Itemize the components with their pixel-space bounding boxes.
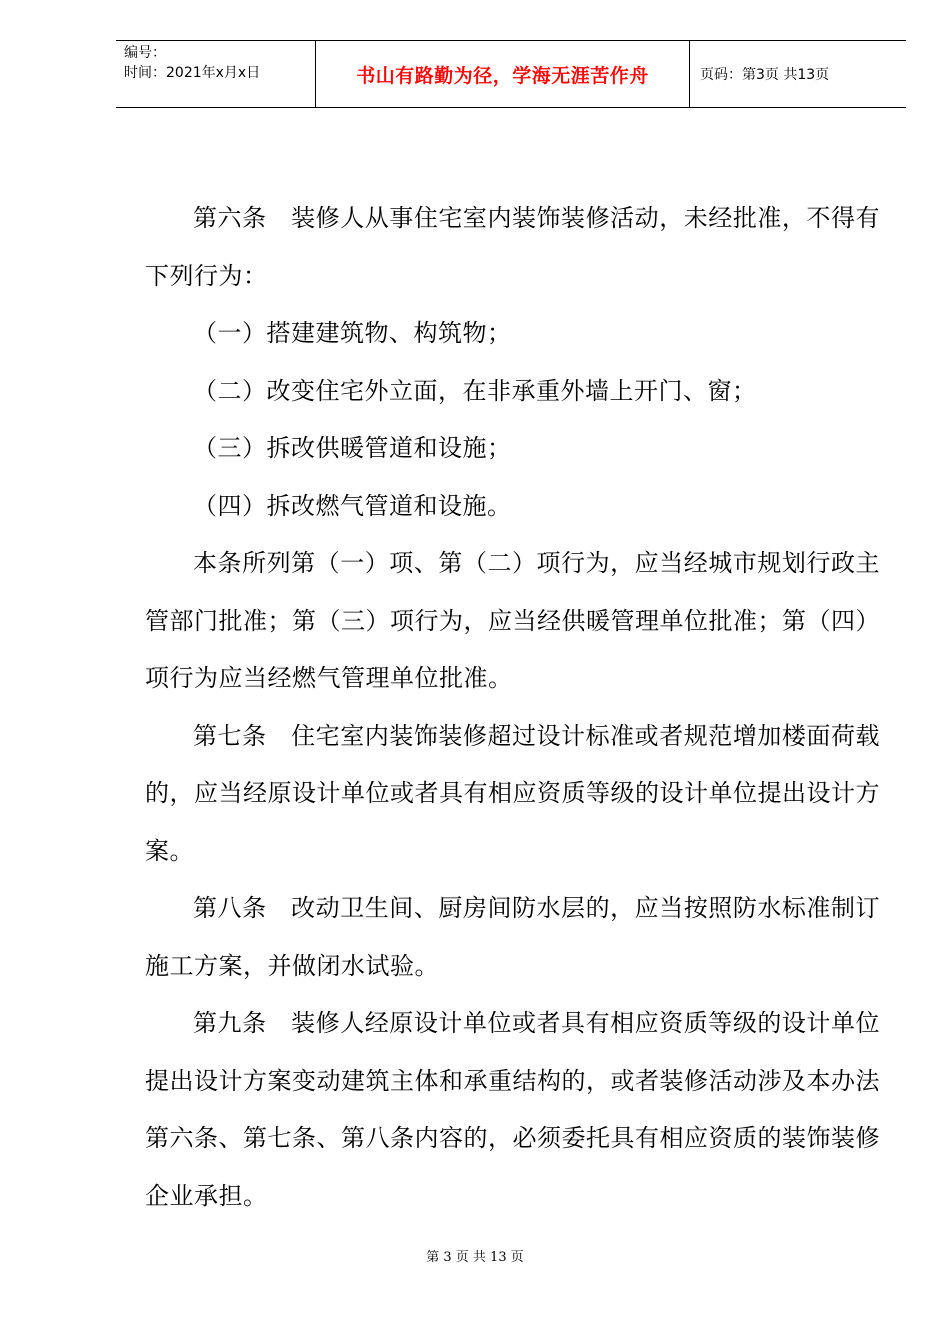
document-number: 编号： bbox=[124, 45, 166, 61]
paragraph-item-3: （三）拆改供暖管道和设施； bbox=[193, 434, 512, 462]
paragraph-item-1: （一）搭建建筑物、构筑物； bbox=[193, 319, 512, 347]
page-footer bbox=[0, 1246, 950, 1265]
header-page-number: 页码：第3页 共13页 bbox=[700, 67, 830, 83]
paragraph-item-2: （二）改变住宅外立面，在非承重外墙上开门、窗； bbox=[193, 376, 757, 405]
header-page-cell bbox=[690, 41, 906, 107]
footer-page-number: 第 3 页 共 13 页 bbox=[426, 1250, 524, 1265]
page-header bbox=[116, 40, 906, 108]
header-meta bbox=[116, 41, 316, 107]
header-motto: 书山有路勤为径，学海无涯苦作舟 bbox=[356, 64, 649, 87]
paragraph-approval-note: 本条所列第（一）项、第（二）项行为，应当经城市规划行政主管部门批准；第（三）项行为，应当经供暖管理单位批准；第（四）项行为应当经燃气管理单位批准。 bbox=[145, 549, 880, 692]
paragraph-article-8: 第八条 改动卫生间、厨房间防水层的，应当按照防水标准制订施工方案，并做闭水试验。 bbox=[145, 894, 880, 980]
paragraph-article-6: 第六条 装修人从事住宅室内装饰装修活动，未经批准，不得有下列行为： bbox=[145, 204, 880, 290]
document-body bbox=[145, 190, 880, 1225]
document-date: 时间：2021年x月x日 bbox=[124, 65, 261, 81]
paragraph-article-9: 第九条 装修人经原设计单位或者具有相应资质等级的设计单位提出设计方案变动建筑主体和承重结构的，或者装修活动涉及本办法第六条、第七条、第八条内容的，必须委托具有相应资质的装饰装修企业承担。 bbox=[145, 1009, 880, 1210]
header-motto-cell bbox=[316, 41, 690, 107]
paragraph-article-7: 第七条 住宅室内装饰装修超过设计标准或者规范增加楼面荷载的，应当经原设计单位或者具有相应资质等级的设计单位提出设计方案。 bbox=[145, 721, 880, 865]
paragraph-item-4: （四）拆改燃气管道和设施。 bbox=[193, 491, 512, 520]
